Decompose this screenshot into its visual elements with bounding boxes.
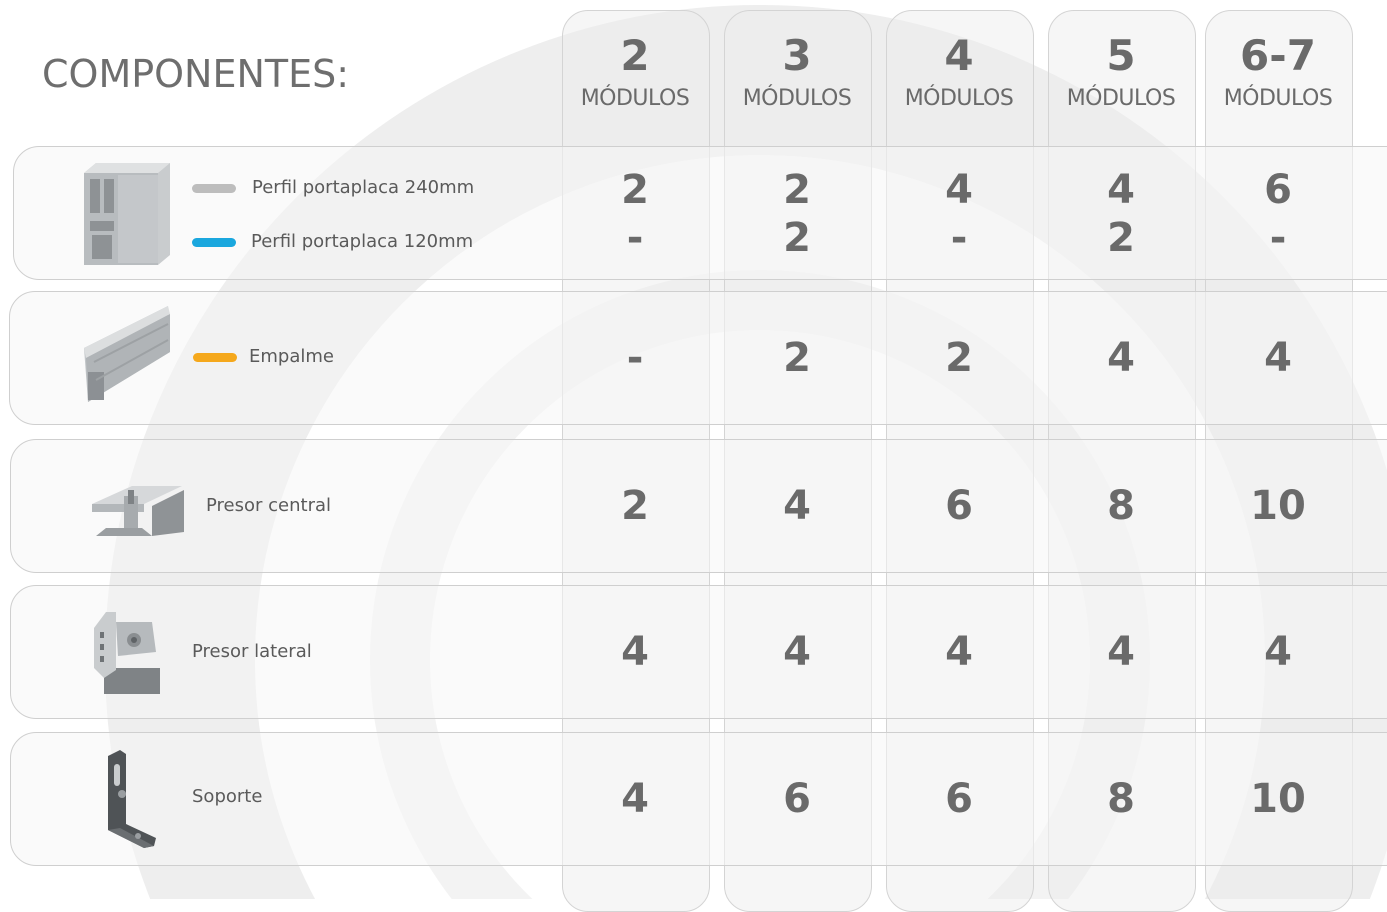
quantity-value: 2 bbox=[783, 215, 811, 261]
column-header-number: 4 bbox=[944, 31, 974, 80]
column-header bbox=[1048, 31, 1194, 111]
quantity-value: 10 bbox=[1250, 483, 1306, 529]
quantity-value: 2 bbox=[1107, 215, 1135, 261]
quantity-value: 10 bbox=[1250, 776, 1306, 822]
quantity-value: 2 bbox=[621, 167, 649, 213]
quantity-value: 4 bbox=[1107, 167, 1135, 213]
mid-clamp-icon bbox=[92, 476, 186, 538]
quantity-value: - bbox=[626, 335, 644, 381]
rail-profile-icon bbox=[84, 163, 174, 267]
column-header bbox=[562, 31, 708, 111]
quantity-value: 4 bbox=[945, 629, 973, 675]
quantity-value: 4 bbox=[1264, 629, 1292, 675]
component-label: Empalme bbox=[249, 346, 334, 367]
column-header-number: 2 bbox=[620, 31, 650, 80]
splice-icon bbox=[84, 306, 174, 410]
quantity-value: 8 bbox=[1107, 776, 1135, 822]
quantity-value: 2 bbox=[945, 335, 973, 381]
bracket-icon bbox=[104, 750, 160, 848]
column-header-label: MÓDULOS bbox=[1066, 86, 1176, 111]
color-swatch-orange bbox=[193, 353, 237, 362]
quantity-value: 4 bbox=[621, 629, 649, 675]
column-header-number: 6-7 bbox=[1240, 31, 1316, 80]
component-label: Presor central bbox=[206, 495, 331, 516]
component-label: Perfil portaplaca 240mm bbox=[252, 177, 475, 198]
component-label: Perfil portaplaca 120mm bbox=[251, 231, 474, 252]
quantity-value: 6 bbox=[783, 776, 811, 822]
column-header bbox=[886, 31, 1032, 111]
quantity-value: 6 bbox=[945, 483, 973, 529]
quantity-value: 4 bbox=[945, 167, 973, 213]
component-label: Soporte bbox=[192, 786, 263, 807]
color-swatch-gray bbox=[192, 184, 236, 193]
column-header bbox=[724, 31, 870, 111]
quantity-value: 2 bbox=[783, 167, 811, 213]
column-header-label: MÓDULOS bbox=[1223, 86, 1333, 111]
column-header bbox=[1205, 31, 1351, 111]
quantity-value: - bbox=[950, 215, 968, 261]
quantity-value: 4 bbox=[1107, 335, 1135, 381]
quantity-value: 4 bbox=[783, 483, 811, 529]
quantity-value: 2 bbox=[621, 483, 649, 529]
page-title: COMPONENTES: bbox=[42, 52, 350, 96]
end-clamp-icon bbox=[94, 608, 162, 696]
column-header-label: MÓDULOS bbox=[580, 86, 690, 111]
quantity-value: 4 bbox=[1264, 335, 1292, 381]
column-header-number: 5 bbox=[1106, 31, 1136, 80]
quantity-value: 2 bbox=[783, 335, 811, 381]
quantity-value: 4 bbox=[621, 776, 649, 822]
color-swatch-blue bbox=[192, 238, 236, 247]
quantity-value: 4 bbox=[1107, 629, 1135, 675]
column-header-label: MÓDULOS bbox=[904, 86, 1014, 111]
quantity-value: - bbox=[1269, 215, 1287, 261]
quantity-value: 8 bbox=[1107, 483, 1135, 529]
quantity-value: 6 bbox=[1264, 167, 1292, 213]
quantity-value: 6 bbox=[945, 776, 973, 822]
column-header-number: 3 bbox=[782, 31, 812, 80]
quantity-value: 4 bbox=[783, 629, 811, 675]
quantity-value: - bbox=[626, 215, 644, 261]
component-label: Presor lateral bbox=[192, 641, 312, 662]
column-header-label: MÓDULOS bbox=[742, 86, 852, 111]
